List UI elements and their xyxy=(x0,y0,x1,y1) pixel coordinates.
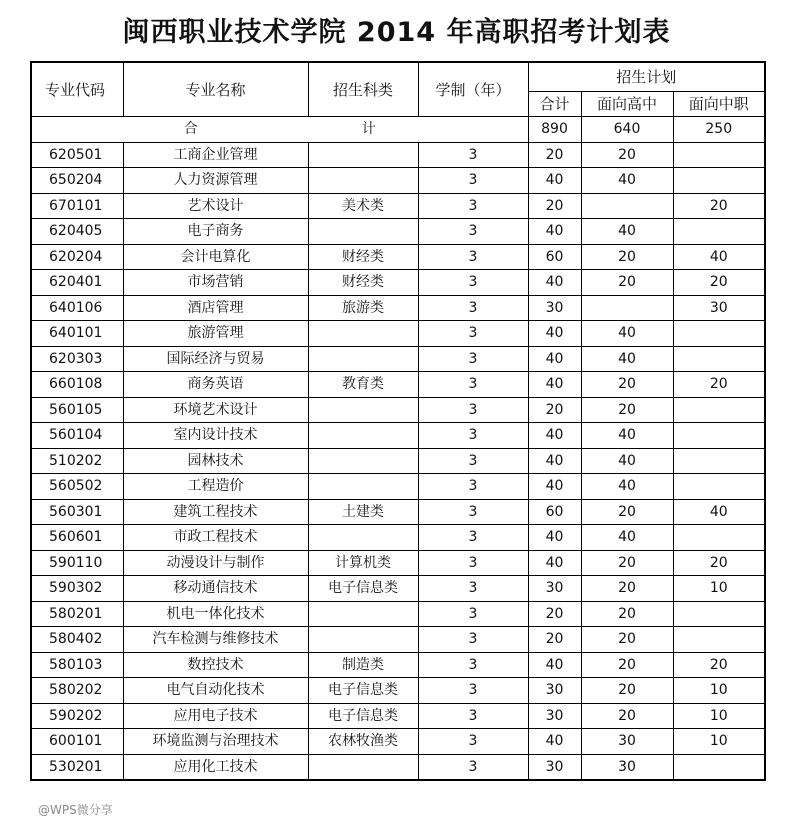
table-row xyxy=(31,550,765,576)
study-years: 3 xyxy=(418,219,528,245)
plan-vocational: 20 xyxy=(673,372,765,398)
study-years: 3 xyxy=(418,142,528,168)
plan-high-school: 20 xyxy=(581,678,673,704)
table-row xyxy=(31,652,765,678)
table-row xyxy=(31,729,765,755)
study-years: 3 xyxy=(418,423,528,449)
plan-high-school: 20 xyxy=(581,652,673,678)
major-name: 应用化工技术 xyxy=(123,754,308,780)
major-code: 580402 xyxy=(31,627,123,653)
table-row xyxy=(31,448,765,474)
plan-total: 20 xyxy=(528,627,581,653)
study-years: 3 xyxy=(418,474,528,500)
summary-total: 890 xyxy=(528,117,581,143)
table-row xyxy=(31,142,765,168)
study-years: 3 xyxy=(418,193,528,219)
major-code: 580103 xyxy=(31,652,123,678)
plan-total: 40 xyxy=(528,423,581,449)
major-name: 动漫设计与制作 xyxy=(123,550,308,576)
plan-vocational: 20 xyxy=(673,193,765,219)
plan-high-school: 20 xyxy=(581,372,673,398)
plan-total: 40 xyxy=(528,652,581,678)
plan-high-school: 20 xyxy=(581,270,673,296)
major-name: 建筑工程技术 xyxy=(123,499,308,525)
header-years: 学制（年） xyxy=(418,62,528,117)
major-name: 电子商务 xyxy=(123,219,308,245)
table-row xyxy=(31,525,765,551)
major-name: 国际经济与贸易 xyxy=(123,346,308,372)
major-category: 美术类 xyxy=(308,193,418,219)
plan-vocational xyxy=(673,601,765,627)
header-total: 合计 xyxy=(528,91,581,117)
major-code: 560601 xyxy=(31,525,123,551)
major-category xyxy=(308,168,418,194)
study-years: 3 xyxy=(418,168,528,194)
major-name: 市政工程技术 xyxy=(123,525,308,551)
major-code: 510202 xyxy=(31,448,123,474)
plan-total: 60 xyxy=(528,499,581,525)
plan-vocational xyxy=(673,627,765,653)
major-category xyxy=(308,601,418,627)
major-name: 旅游管理 xyxy=(123,321,308,347)
major-code: 560105 xyxy=(31,397,123,423)
plan-vocational xyxy=(673,423,765,449)
major-category xyxy=(308,525,418,551)
header-category: 招生科类 xyxy=(308,62,418,117)
plan-high-school: 20 xyxy=(581,627,673,653)
study-years: 3 xyxy=(418,295,528,321)
major-category: 土建类 xyxy=(308,499,418,525)
plan-high-school: 20 xyxy=(581,601,673,627)
table-row xyxy=(31,474,765,500)
plan-high-school: 40 xyxy=(581,321,673,347)
major-name: 机电一体化技术 xyxy=(123,601,308,627)
enrollment-plan-table xyxy=(30,61,766,781)
major-name: 电气自动化技术 xyxy=(123,678,308,704)
summary-high-school: 640 xyxy=(581,117,673,143)
table-row xyxy=(31,754,765,780)
table-row xyxy=(31,499,765,525)
plan-high-school: 20 xyxy=(581,576,673,602)
study-years: 3 xyxy=(418,601,528,627)
plan-total: 40 xyxy=(528,168,581,194)
summary-label-a: 合 xyxy=(183,121,198,138)
major-code: 600101 xyxy=(31,729,123,755)
study-years: 3 xyxy=(418,244,528,270)
plan-vocational: 10 xyxy=(673,729,765,755)
plan-vocational: 20 xyxy=(673,652,765,678)
plan-vocational xyxy=(673,754,765,780)
plan-vocational: 20 xyxy=(673,550,765,576)
study-years: 3 xyxy=(418,270,528,296)
major-code: 650204 xyxy=(31,168,123,194)
major-category xyxy=(308,754,418,780)
page-title: 闽西职业技术学院 2014 年高职招考计划表 xyxy=(122,17,671,48)
plan-vocational: 10 xyxy=(673,576,765,602)
major-code: 620401 xyxy=(31,270,123,296)
plan-high-school: 40 xyxy=(581,474,673,500)
study-years: 3 xyxy=(418,372,528,398)
major-code: 560301 xyxy=(31,499,123,525)
wps-watermark: @WPS微分享 xyxy=(38,803,113,817)
study-years: 3 xyxy=(418,346,528,372)
major-code: 620204 xyxy=(31,244,123,270)
plan-high-school xyxy=(581,295,673,321)
plan-total: 30 xyxy=(528,678,581,704)
major-code: 590202 xyxy=(31,703,123,729)
major-name: 应用电子技术 xyxy=(123,703,308,729)
plan-high-school: 20 xyxy=(581,142,673,168)
plan-high-school: 20 xyxy=(581,397,673,423)
plan-total: 60 xyxy=(528,244,581,270)
table-row xyxy=(31,678,765,704)
major-name: 园林技术 xyxy=(123,448,308,474)
table-row xyxy=(31,346,765,372)
major-name: 会计电算化 xyxy=(123,244,308,270)
major-name: 数控技术 xyxy=(123,652,308,678)
plan-total: 30 xyxy=(528,295,581,321)
major-name: 市场营销 xyxy=(123,270,308,296)
major-category xyxy=(308,627,418,653)
header-code: 专业代码 xyxy=(31,62,123,117)
study-years: 3 xyxy=(418,525,528,551)
plan-total: 20 xyxy=(528,397,581,423)
plan-total: 40 xyxy=(528,346,581,372)
major-category: 电子信息类 xyxy=(308,678,418,704)
major-category: 电子信息类 xyxy=(308,703,418,729)
plan-vocational xyxy=(673,168,765,194)
plan-high-school: 20 xyxy=(581,244,673,270)
major-name: 人力资源管理 xyxy=(123,168,308,194)
study-years: 3 xyxy=(418,397,528,423)
summary-vocational: 250 xyxy=(673,117,765,143)
plan-vocational xyxy=(673,525,765,551)
major-code: 590110 xyxy=(31,550,123,576)
study-years: 3 xyxy=(418,754,528,780)
major-category xyxy=(308,423,418,449)
table-row xyxy=(31,295,765,321)
plan-vocational: 30 xyxy=(673,295,765,321)
plan-vocational: 40 xyxy=(673,499,765,525)
major-category xyxy=(308,448,418,474)
table-row xyxy=(31,576,765,602)
plan-total: 40 xyxy=(528,550,581,576)
plan-high-school: 40 xyxy=(581,346,673,372)
plan-high-school: 30 xyxy=(581,754,673,780)
major-category xyxy=(308,397,418,423)
plan-total: 40 xyxy=(528,321,581,347)
plan-high-school: 30 xyxy=(581,729,673,755)
major-category xyxy=(308,219,418,245)
study-years: 3 xyxy=(418,703,528,729)
table-row xyxy=(31,601,765,627)
major-name: 工商企业管理 xyxy=(123,142,308,168)
plan-high-school: 40 xyxy=(581,168,673,194)
major-category: 农林牧渔类 xyxy=(308,729,418,755)
summary-label xyxy=(31,117,528,143)
study-years: 3 xyxy=(418,448,528,474)
table-row xyxy=(31,193,765,219)
plan-vocational xyxy=(673,321,765,347)
header-vocational: 面向中职 xyxy=(673,91,765,117)
major-category: 财经类 xyxy=(308,270,418,296)
major-category: 教育类 xyxy=(308,372,418,398)
major-name: 环境艺术设计 xyxy=(123,397,308,423)
study-years: 3 xyxy=(418,627,528,653)
plan-vocational: 40 xyxy=(673,244,765,270)
plan-high-school: 20 xyxy=(581,703,673,729)
study-years: 3 xyxy=(418,576,528,602)
table-row xyxy=(31,397,765,423)
plan-high-school: 40 xyxy=(581,525,673,551)
plan-total: 40 xyxy=(528,219,581,245)
major-category xyxy=(308,474,418,500)
plan-total: 30 xyxy=(528,754,581,780)
major-category: 电子信息类 xyxy=(308,576,418,602)
plan-total: 40 xyxy=(528,372,581,398)
plan-total: 40 xyxy=(528,270,581,296)
major-name: 汽车检测与维修技术 xyxy=(123,627,308,653)
plan-vocational xyxy=(673,448,765,474)
table-row xyxy=(31,244,765,270)
study-years: 3 xyxy=(418,499,528,525)
major-code: 530201 xyxy=(31,754,123,780)
plan-total: 40 xyxy=(528,729,581,755)
major-category: 制造类 xyxy=(308,652,418,678)
major-category: 财经类 xyxy=(308,244,418,270)
plan-total: 40 xyxy=(528,448,581,474)
major-name: 酒店管理 xyxy=(123,295,308,321)
table-row xyxy=(31,321,765,347)
header-name: 专业名称 xyxy=(123,62,308,117)
study-years: 3 xyxy=(418,652,528,678)
table-row xyxy=(31,168,765,194)
plan-high-school: 40 xyxy=(581,219,673,245)
major-code: 560104 xyxy=(31,423,123,449)
major-code: 620303 xyxy=(31,346,123,372)
major-code: 620501 xyxy=(31,142,123,168)
study-years: 3 xyxy=(418,550,528,576)
major-code: 580201 xyxy=(31,601,123,627)
plan-high-school xyxy=(581,193,673,219)
summary-label-b: 计 xyxy=(361,121,376,138)
plan-vocational xyxy=(673,397,765,423)
plan-high-school: 20 xyxy=(581,550,673,576)
major-code: 660108 xyxy=(31,372,123,398)
major-name: 室内设计技术 xyxy=(123,423,308,449)
plan-high-school: 40 xyxy=(581,448,673,474)
major-code: 560502 xyxy=(31,474,123,500)
major-category xyxy=(308,321,418,347)
table-row xyxy=(31,627,765,653)
table-row xyxy=(31,270,765,296)
table-row xyxy=(31,372,765,398)
header-high-school: 面向高中 xyxy=(581,91,673,117)
plan-total: 20 xyxy=(528,193,581,219)
plan-high-school: 20 xyxy=(581,499,673,525)
plan-total: 30 xyxy=(528,576,581,602)
table-row xyxy=(31,703,765,729)
major-code: 670101 xyxy=(31,193,123,219)
plan-total: 40 xyxy=(528,525,581,551)
major-name: 商务英语 xyxy=(123,372,308,398)
plan-total: 40 xyxy=(528,474,581,500)
header-plan: 招生计划 xyxy=(528,62,765,91)
major-name: 环境监测与治理技术 xyxy=(123,729,308,755)
plan-total: 20 xyxy=(528,142,581,168)
plan-vocational xyxy=(673,346,765,372)
study-years: 3 xyxy=(418,678,528,704)
major-code: 640101 xyxy=(31,321,123,347)
table-row xyxy=(31,423,765,449)
plan-vocational: 10 xyxy=(673,703,765,729)
summary-row xyxy=(31,117,765,143)
major-name: 移动通信技术 xyxy=(123,576,308,602)
plan-vocational: 10 xyxy=(673,678,765,704)
table-row xyxy=(31,219,765,245)
major-category: 旅游类 xyxy=(308,295,418,321)
major-category xyxy=(308,346,418,372)
plan-vocational xyxy=(673,142,765,168)
header-row-1 xyxy=(31,62,765,91)
major-code: 580202 xyxy=(31,678,123,704)
major-category: 计算机类 xyxy=(308,550,418,576)
major-category xyxy=(308,142,418,168)
major-code: 590302 xyxy=(31,576,123,602)
major-code: 620405 xyxy=(31,219,123,245)
study-years: 3 xyxy=(418,321,528,347)
plan-vocational xyxy=(673,219,765,245)
major-name: 艺术设计 xyxy=(123,193,308,219)
major-code: 640106 xyxy=(31,295,123,321)
plan-total: 30 xyxy=(528,703,581,729)
plan-total: 20 xyxy=(528,601,581,627)
major-name: 工程造价 xyxy=(123,474,308,500)
study-years: 3 xyxy=(418,729,528,755)
plan-vocational: 20 xyxy=(673,270,765,296)
plan-high-school: 40 xyxy=(581,423,673,449)
plan-vocational xyxy=(673,474,765,500)
